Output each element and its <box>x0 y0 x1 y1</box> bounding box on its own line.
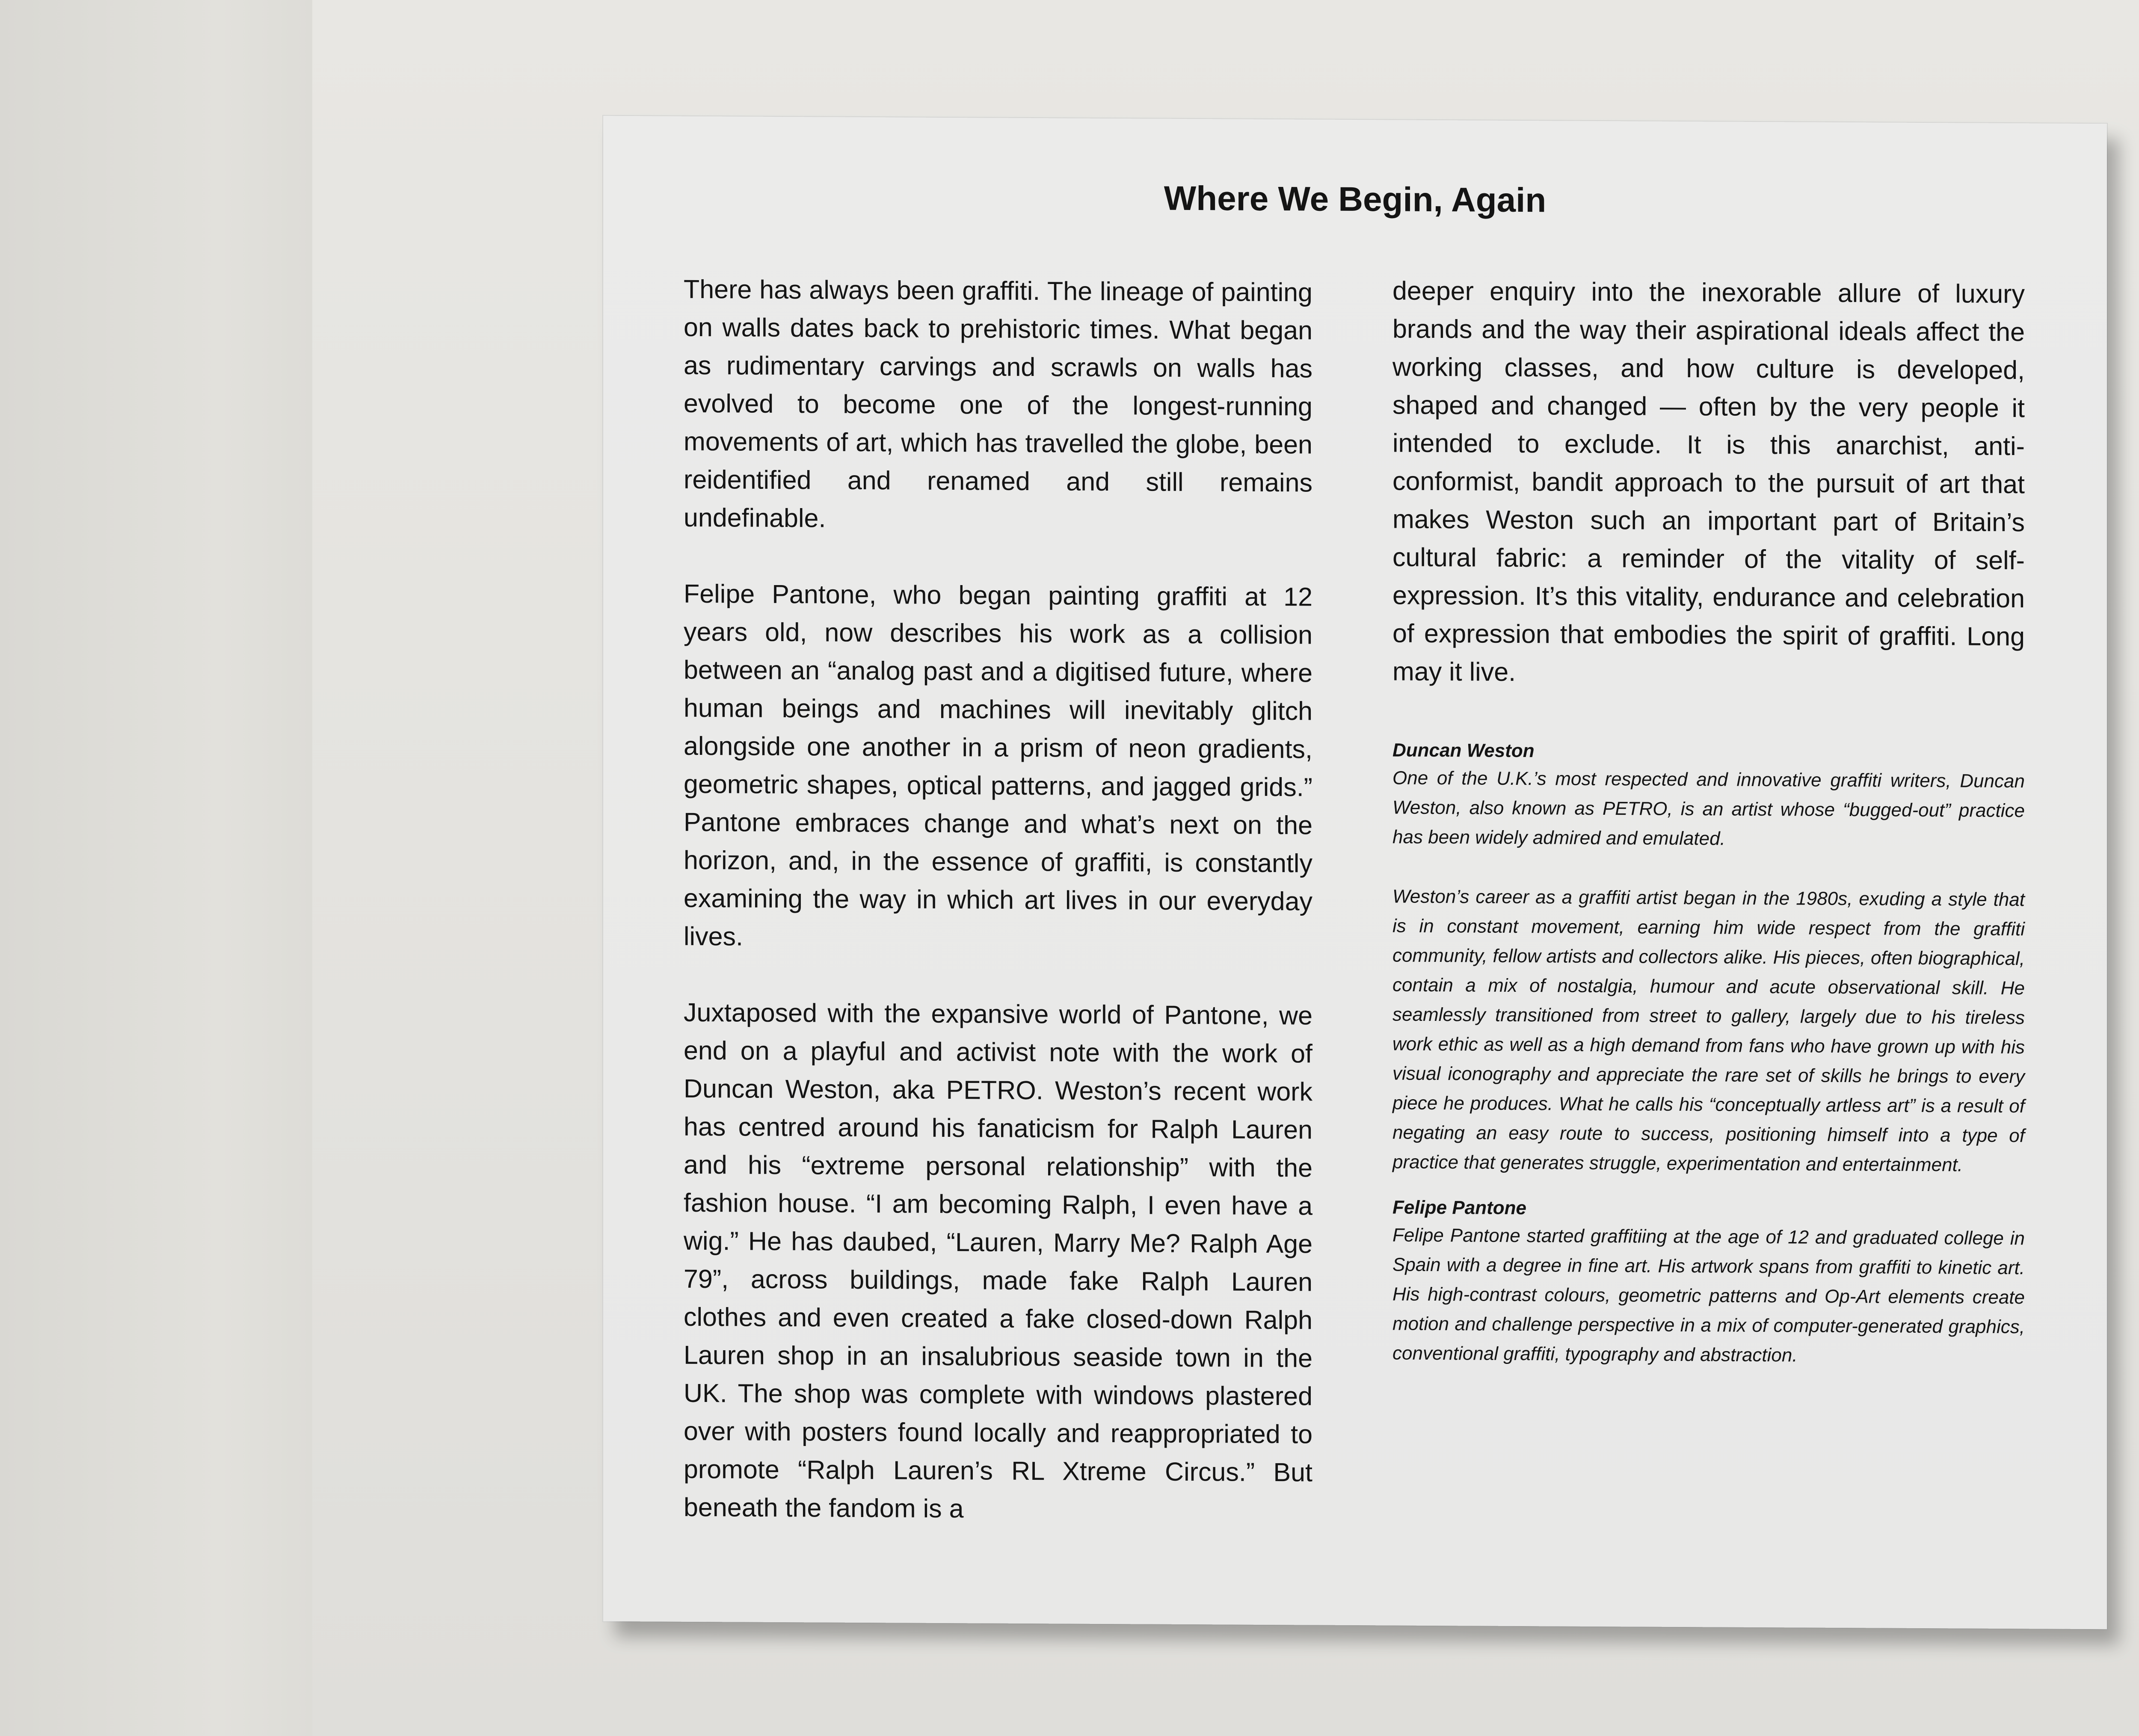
right-column <box>1392 272 2025 1401</box>
weston-paragraph: Juxtaposed with the expansive world of Pantone, we end on a playful and activist note with the work of Duncan Weston, aka PETRO. Weston’s recent work has centred around his fanaticism for Ralph Lauren and his “extreme personal relationship” with the fashion house. “I am becoming Ralph, I even have a wig.” He has daubed, “Lauren, Marry Me? Ralph Age 79”, across buildings, made fake Ralph Lauren clothes and even created a fake closed-down Ralph Lauren shop in an insalubrious seaside town in the UK. The shop was complete with windows plastered over with posters found locally and reappropriated to promote “Ralph Lauren’s RL Xtreme Circus.” But beneath the fandom is a <box>684 997 1312 1523</box>
bio-paragraph: Felipe Pantone started graffitiing at the age of 12 and graduated college in Spain with a degree in fine art. His artwork spans from graffiti to kinetic art. His high-contrast colours, geometric patterns and Op-Art elements create motion and challenge perspective in a mix of computer-generated graphics, conventional graffiti, typography and abstraction. <box>1392 1224 2025 1366</box>
bio-duncan-weston <box>1392 737 2025 1180</box>
intro-paragraph: There has always been graffiti. The lineage of painting on walls dates back to prehistoric times. What began as rudimentary carvings and scrawls on walls has evolved to become one of the longest-running movements of art, which has travelled the globe, been reidentified and renamed and still remains undefinable. <box>684 274 1312 533</box>
wall-left <box>0 0 312 1736</box>
exhibition-text-panel <box>603 116 2107 1629</box>
pantone-paragraph: Felipe Pantone, who began painting graffiti at 12 years old, now describes his work as a collision between an “analog past and a digitised future, where human beings and machines will inevitably glitch alongside one another in a prism of neon gradients, geometric shapes, optical patterns, and jagged grids.” Pantone embraces change and what’s next on the horizon, and, in the essence of graffiti, is constantly examining the way in which art lives in our everyday lives. <box>684 579 1312 951</box>
bio-paragraph: Weston’s career as a graffiti artist began in the 1980s, exuding a style that is in constant movement, earning him wide respect from the graffiti community, fellow artists and collectors alike. His pieces, often biographical, contain a mix of nostalgia, humour and acute observational skill. He seamlessly transitioned from street to gallery, largely due to his tireless work ethic as well as a high demand from fans who have grown up with his visual iconography and appreciate the rare set of skills he brings to every piece he produces. What he calls his “conceptually artless art” is a result of negating an easy route to success, positioning himself into a type of practice that generates struggle, experimentation and entertainment. <box>1392 886 2025 1176</box>
left-column <box>684 270 1312 1568</box>
panel-title: Where We Begin, Again <box>1164 179 1546 219</box>
bio-paragraph: One of the U.K.’s most respected and innovative graffiti writers, Duncan Weston, also known as PETRO, is an artist whose “bugged-out” practice has been widely admired and emulated. <box>1392 767 2025 849</box>
bio-felipe-pantone <box>1392 1195 2025 1371</box>
bio-name: Duncan Weston <box>1392 739 1535 762</box>
continued-paragraph: deeper enquiry into the inexorable allure of luxury brands and the way their aspirational ideals affect the working classes, and how culture is developed, shaped and changed — often by the very people it intended to exclude. It is this anarchist, anti-conformist, bandit approach to the pursuit of art that makes Weston such an important part of Britain’s cultural fabric: a reminder of the vitality of self-expression. It’s this vitality, endurance and celebration of expression that embodies the spirit of graffiti. Long may it live. <box>1392 276 2025 686</box>
bio-name: Felipe Pantone <box>1392 1197 1526 1219</box>
